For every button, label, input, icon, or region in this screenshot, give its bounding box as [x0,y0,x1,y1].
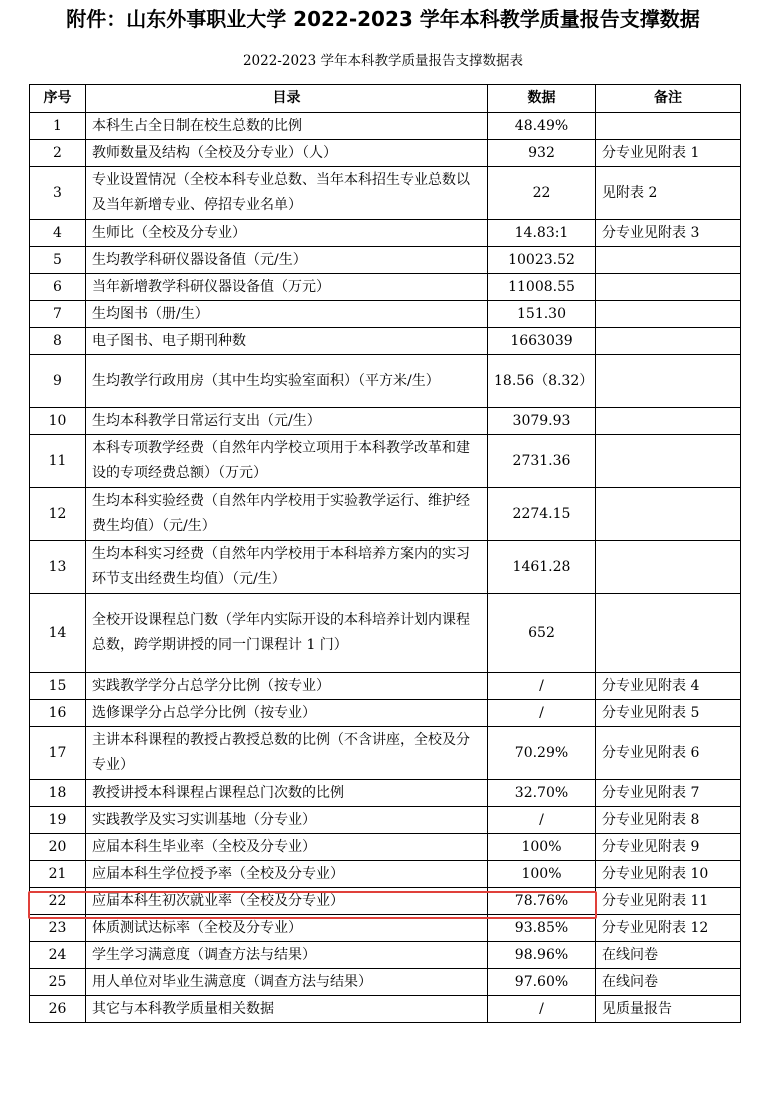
table-row [30,247,741,274]
row-note: 在线问卷 [596,942,741,969]
row-value: / [488,673,596,700]
row-number: 19 [30,807,86,834]
row-note: 在线问卷 [596,969,741,996]
row-value: 18.56（8.32） [488,355,596,408]
row-item: 其它与本科教学质量相关数据 [86,996,488,1023]
row-number: 14 [30,594,86,673]
row-number: 18 [30,780,86,807]
row-note: 分专业见附表 11 [596,888,741,915]
data-table [29,84,741,1023]
table-row [30,220,741,247]
row-item: 教师数量及结构（全校及分专业）（人） [86,140,488,167]
table-row [30,834,741,861]
table-row [30,328,741,355]
row-value: 652 [488,594,596,673]
row-note [596,435,741,488]
row-note: 分专业见附表 8 [596,807,741,834]
row-value: 100% [488,834,596,861]
table-row [30,969,741,996]
row-note: 见附表 2 [596,167,741,220]
row-number: 2 [30,140,86,167]
row-note: 分专业见附表 12 [596,915,741,942]
row-item: 专业设置情况（全校本科专业总数、当年本科招生专业总数以及当年新增专业、停招专业名单） [86,167,488,220]
row-number: 1 [30,113,86,140]
table-row [30,435,741,488]
table-row [30,140,741,167]
row-value: 932 [488,140,596,167]
row-item: 学生学习满意度（调查方法与结果） [86,942,488,969]
row-value: 70.29% [488,727,596,780]
row-note [596,488,741,541]
row-number: 15 [30,673,86,700]
row-number: 3 [30,167,86,220]
row-number: 12 [30,488,86,541]
row-item: 体质测试达标率（全校及分专业） [86,915,488,942]
row-value: 1663039 [488,328,596,355]
row-note: 分专业见附表 1 [596,140,741,167]
row-number: 5 [30,247,86,274]
row-value: 14.83:1 [488,220,596,247]
row-item: 生均图书（册/生） [86,301,488,328]
row-value: 22 [488,167,596,220]
row-number: 9 [30,355,86,408]
row-number: 6 [30,274,86,301]
row-value: / [488,996,596,1023]
row-number: 23 [30,915,86,942]
row-note [596,355,741,408]
row-item: 当年新增教学科研仪器设备值（万元） [86,274,488,301]
row-item: 实践教学学分占总学分比例（按专业） [86,673,488,700]
row-number: 25 [30,969,86,996]
row-value: 78.76% [488,888,596,915]
row-item: 本科生占全日制在校生总数的比例 [86,113,488,140]
row-number: 13 [30,541,86,594]
table-row [30,780,741,807]
row-item: 生均本科实习经费（自然年内学校用于本科培养方案内的实习环节支出经费生均值）（元/生） [86,541,488,594]
row-value: 32.70% [488,780,596,807]
row-item: 全校开设课程总门数（学年内实际开设的本科培养计划内课程总数，跨学期讲授的同一门课程计 1 门） [86,594,488,673]
row-item: 本科专项教学经费（自然年内学校立项用于本科教学改革和建设的专项经费总额）（万元） [86,435,488,488]
row-note: 分专业见附表 5 [596,700,741,727]
table-row [30,113,741,140]
row-note [596,541,741,594]
row-number: 8 [30,328,86,355]
row-note [596,408,741,435]
row-value: 2274.15 [488,488,596,541]
row-note: 分专业见附表 4 [596,673,741,700]
row-item: 应届本科生毕业率（全校及分专业） [86,834,488,861]
row-note [596,274,741,301]
row-value: 11008.55 [488,274,596,301]
row-note [596,113,741,140]
row-number: 7 [30,301,86,328]
row-value: 2731.36 [488,435,596,488]
row-note: 分专业见附表 3 [596,220,741,247]
table-row [30,541,741,594]
row-note: 分专业见附表 10 [596,861,741,888]
table-row [30,355,741,408]
row-item: 选修课学分占总学分比例（按专业） [86,700,488,727]
row-value: 98.96% [488,942,596,969]
row-item: 用人单位对毕业生满意度（调查方法与结果） [86,969,488,996]
row-value: 93.85% [488,915,596,942]
document-title: 附件：山东外事职业大学 2022-2023 学年本科教学质量报告支撑数据 [66,7,700,31]
row-number: 4 [30,220,86,247]
row-number: 24 [30,942,86,969]
row-note [596,328,741,355]
table-row [30,408,741,435]
row-value: / [488,700,596,727]
table-row [30,274,741,301]
row-item: 生均教学科研仪器设备值（元/生） [86,247,488,274]
table-row [30,807,741,834]
row-value: 1461.28 [488,541,596,594]
row-item: 生师比（全校及分专业） [86,220,488,247]
row-item: 生均教学行政用房（其中生均实验室面积）（平方米/生） [86,355,488,408]
table-row [30,996,741,1023]
row-item: 生均本科实验经费（自然年内学校用于实验教学运行、维护经费生均值）（元/生） [86,488,488,541]
row-item: 电子图书、电子期刊种数 [86,328,488,355]
header-number: 序号 [30,85,86,113]
row-item: 教授讲授本科课程占课程总门次数的比例 [86,780,488,807]
row-item: 主讲本科课程的教授占教授总数的比例（不含讲座，全校及分专业） [86,727,488,780]
row-value: 100% [488,861,596,888]
table-row [30,888,741,915]
row-number: 21 [30,861,86,888]
row-value: 48.49% [488,113,596,140]
row-item: 应届本科生学位授予率（全校及分专业） [86,861,488,888]
table-row [30,700,741,727]
row-item: 应届本科生初次就业率（全校及分专业） [86,888,488,915]
row-value: 3079.93 [488,408,596,435]
row-number: 16 [30,700,86,727]
table-row [30,301,741,328]
row-item: 生均本科教学日常运行支出（元/生） [86,408,488,435]
table-row [30,942,741,969]
header-value: 数据 [488,85,596,113]
row-note: 分专业见附表 6 [596,727,741,780]
row-note: 分专业见附表 7 [596,780,741,807]
row-item: 实践教学及实习实训基地（分专业） [86,807,488,834]
header-note: 备注 [596,85,741,113]
row-note [596,594,741,673]
row-number: 26 [30,996,86,1023]
row-number: 11 [30,435,86,488]
table-row [30,488,741,541]
row-note: 分专业见附表 9 [596,834,741,861]
row-value: 151.30 [488,301,596,328]
row-value: / [488,807,596,834]
row-note [596,247,741,274]
row-value: 10023.52 [488,247,596,274]
table-row [30,861,741,888]
row-value: 97.60% [488,969,596,996]
table-header-row [30,85,741,113]
table-row [30,594,741,673]
table-row [30,673,741,700]
row-note: 见质量报告 [596,996,741,1023]
table-caption: 2022-2023 学年本科教学质量报告支撑数据表 [242,53,524,69]
header-item: 目录 [86,85,488,113]
row-number: 17 [30,727,86,780]
row-note [596,301,741,328]
row-number: 22 [30,888,86,915]
row-number: 10 [30,408,86,435]
table-row [30,727,741,780]
table-row [30,915,741,942]
table-row [30,167,741,220]
row-number: 20 [30,834,86,861]
